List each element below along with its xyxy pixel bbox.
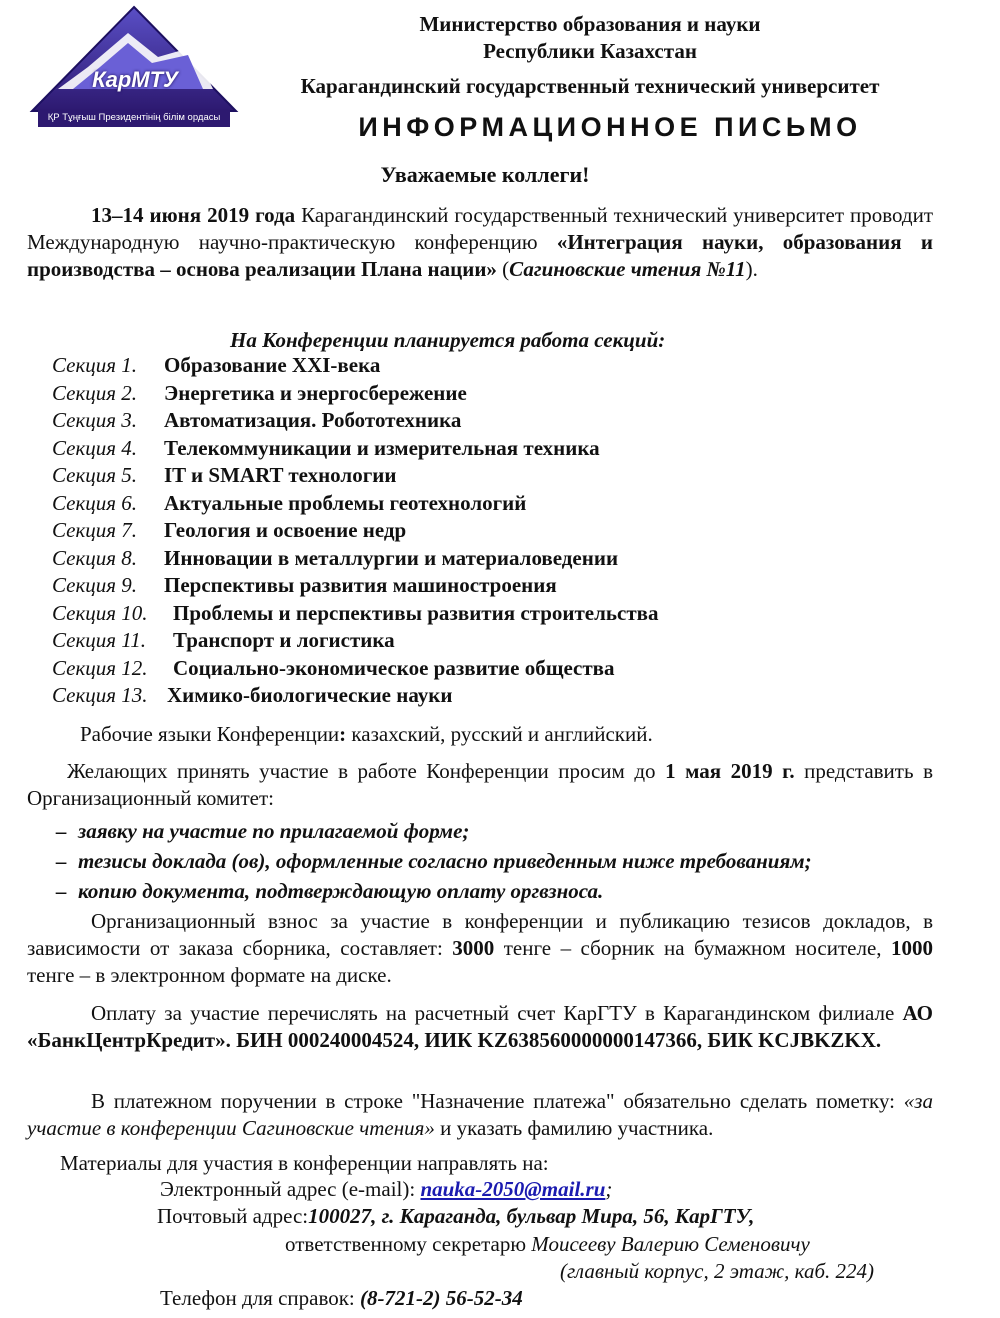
email-label: Электронный адрес (e-mail): bbox=[160, 1177, 421, 1201]
conference-dates: 13–14 июня 2019 года bbox=[91, 203, 296, 227]
section-number: Секция 4. bbox=[52, 435, 138, 460]
fee-amount-electronic: 1000 bbox=[890, 936, 933, 960]
email-line bbox=[160, 1176, 612, 1203]
section-item bbox=[52, 380, 659, 408]
submit-paragraph bbox=[27, 758, 933, 812]
email-link[interactable]: nauka-2050@mail.ru bbox=[420, 1177, 606, 1201]
section-item bbox=[52, 490, 659, 518]
secretary-line bbox=[285, 1231, 810, 1258]
fee-amount-paper: 3000 bbox=[452, 936, 495, 960]
requirement-text: копию документа, подтверждающую оплату оргвзноса. bbox=[78, 879, 604, 903]
section-item bbox=[52, 600, 659, 628]
document-title: ИНФОРМАЦИОННОЕ ПИСЬМО bbox=[358, 112, 862, 142]
intro-paragraph bbox=[27, 202, 933, 283]
paren-close: ). bbox=[745, 257, 758, 281]
section-number: Секция 10. bbox=[52, 600, 148, 625]
post-line bbox=[157, 1203, 754, 1230]
section-number: Секция 6. bbox=[52, 490, 138, 515]
section-title: Перспективы развития машиностроения bbox=[164, 573, 557, 597]
section-number: Секция 8. bbox=[52, 545, 138, 570]
requirement-text: заявку на участие по прилагаемой форме; bbox=[78, 819, 470, 843]
payment-paragraph bbox=[27, 1000, 933, 1054]
section-title: Транспорт и логистика bbox=[173, 628, 395, 652]
intro-text: Карагандинский государственный технический университет проводит Международную научно-практическую конференцию bbox=[27, 203, 933, 254]
post-label: Почтовый адрес: bbox=[157, 1204, 309, 1228]
section-number: Секция 11. bbox=[52, 628, 146, 652]
section-item bbox=[52, 517, 659, 545]
section-title: Химико-биологические науки bbox=[167, 683, 453, 707]
fee-text-3: тенге – в электронном формате на диске. bbox=[27, 963, 392, 987]
payment-note: «за участие в конференции Сагиновские чтения» bbox=[27, 1089, 933, 1140]
logo-text: КарМТУ bbox=[92, 67, 178, 92]
university-name: Карагандинский государственный технический университет bbox=[300, 74, 880, 98]
section-number: Секция 5. bbox=[52, 463, 138, 487]
section-item bbox=[52, 462, 659, 490]
section-number: Секция 13. bbox=[52, 683, 148, 707]
languages-line bbox=[80, 721, 653, 748]
section-number: Секция 1. bbox=[52, 353, 138, 377]
fee-paragraph bbox=[27, 908, 933, 989]
ministry-line-2: Республики Казахстан bbox=[483, 39, 697, 63]
logo-motto: ҚР Тұңғыш Президентінің білім ордасы bbox=[47, 112, 221, 123]
bank-details: АО «БанкЦентрКредит». БИН 000240004524, ИИК KZ638560000000147366, БИК KCJBKZKX. bbox=[27, 1001, 933, 1052]
ministry-line-1: Министерство образования и науки bbox=[419, 12, 761, 36]
contacts-intro: Материалы для участия в конференции направлять на: bbox=[60, 1151, 549, 1175]
readings-name: Сагиновские чтения №11 bbox=[509, 257, 746, 281]
section-number: Секция 7. bbox=[52, 518, 138, 542]
requirement-text: тезисы доклада (ов), оформленные согласно приведенным ниже требованиям; bbox=[78, 849, 812, 873]
languages-list: казахский, русский и английский. bbox=[346, 722, 653, 746]
submit-text-2: представить в Организационный комитет: bbox=[27, 759, 933, 810]
section-title: Инновации в металлургии и материаловедении bbox=[164, 545, 619, 570]
fee-text: Организационный взнос за участие в конференции и публикацию тезисов докладов, в зависимости от заказа сборника, составляет: bbox=[27, 909, 933, 960]
section-list bbox=[52, 352, 659, 710]
dash-mark: – bbox=[56, 819, 67, 843]
section-item bbox=[52, 352, 659, 380]
list-item bbox=[56, 876, 812, 906]
university-logo bbox=[28, 5, 240, 131]
conference-name: «Интеграция науки, образования и производства – основа реализации Плана нации» bbox=[27, 230, 933, 281]
phone-number: (8-721-2) 56-52-34 bbox=[360, 1286, 523, 1310]
list-item bbox=[56, 816, 812, 846]
section-title: Актуальные проблемы геотехнологий bbox=[164, 490, 527, 515]
section-title: Проблемы и перспективы развития строительства bbox=[173, 600, 659, 625]
order-paragraph bbox=[27, 1088, 933, 1142]
section-title: Автоматизация. Робототехника bbox=[164, 408, 462, 432]
paren-open: ( bbox=[496, 257, 510, 281]
dash-mark: – bbox=[56, 849, 67, 873]
section-number: Секция 3. bbox=[52, 408, 138, 432]
dash-mark: – bbox=[56, 879, 67, 903]
section-number: Секция 9. bbox=[52, 573, 138, 597]
email-after: ; bbox=[605, 1177, 613, 1201]
office-location: (главный корпус, 2 этаж, каб. 224) bbox=[560, 1259, 875, 1283]
requirements-list bbox=[56, 816, 812, 906]
section-number: Секция 2. bbox=[52, 380, 138, 405]
order-text-2: и указать фамилию участника. bbox=[434, 1116, 714, 1140]
phone-label: Телефон для справок: bbox=[160, 1286, 361, 1310]
section-title: Телекоммуникации и измерительная техника bbox=[164, 435, 600, 460]
submit-text: Желающих принять участие в работе Конференции просим до bbox=[67, 759, 666, 783]
fee-text-2: тенге – сборник на бумажном носителе, bbox=[494, 936, 891, 960]
order-text: В платежном поручении в строке "Назначение платежа" обязательно сделать пометку: bbox=[91, 1089, 904, 1113]
secretary-name: Моисееву Валерию Семеновичу bbox=[531, 1232, 810, 1256]
section-title: Энергетика и энергосбережение bbox=[164, 380, 467, 405]
post-address: 100027, г. Караганда, бульвар Мира, 56, КарГТУ, bbox=[308, 1204, 755, 1228]
section-item bbox=[52, 545, 659, 573]
section-item bbox=[52, 407, 659, 435]
deadline: 1 мая 2019 г. bbox=[665, 759, 795, 783]
payment-text: Оплату за участие перечислять на расчетный счет КарГТУ в Карагандинском филиале bbox=[91, 1001, 903, 1025]
section-number: Секция 12. bbox=[52, 655, 148, 680]
languages-label: Рабочие языки Конференции bbox=[80, 722, 340, 746]
section-item bbox=[52, 682, 659, 710]
section-item bbox=[52, 655, 659, 683]
section-title: Геология и освоение недр bbox=[164, 518, 407, 542]
sections-title: На Конференции планируется работа секций: bbox=[230, 328, 666, 352]
section-title: Образование XXI-века bbox=[164, 353, 381, 377]
section-item bbox=[52, 435, 659, 463]
languages-colon: : bbox=[339, 722, 347, 746]
section-title: IT и SMART технологии bbox=[164, 463, 397, 487]
section-title: Социально-экономическое развитие общества bbox=[173, 655, 615, 680]
greeting: Уважаемые коллеги! bbox=[380, 162, 590, 187]
list-item bbox=[56, 846, 812, 876]
section-item bbox=[52, 627, 659, 655]
section-item bbox=[52, 572, 659, 600]
secretary-label: ответственному секретарю bbox=[285, 1232, 532, 1256]
phone-line bbox=[160, 1285, 523, 1312]
